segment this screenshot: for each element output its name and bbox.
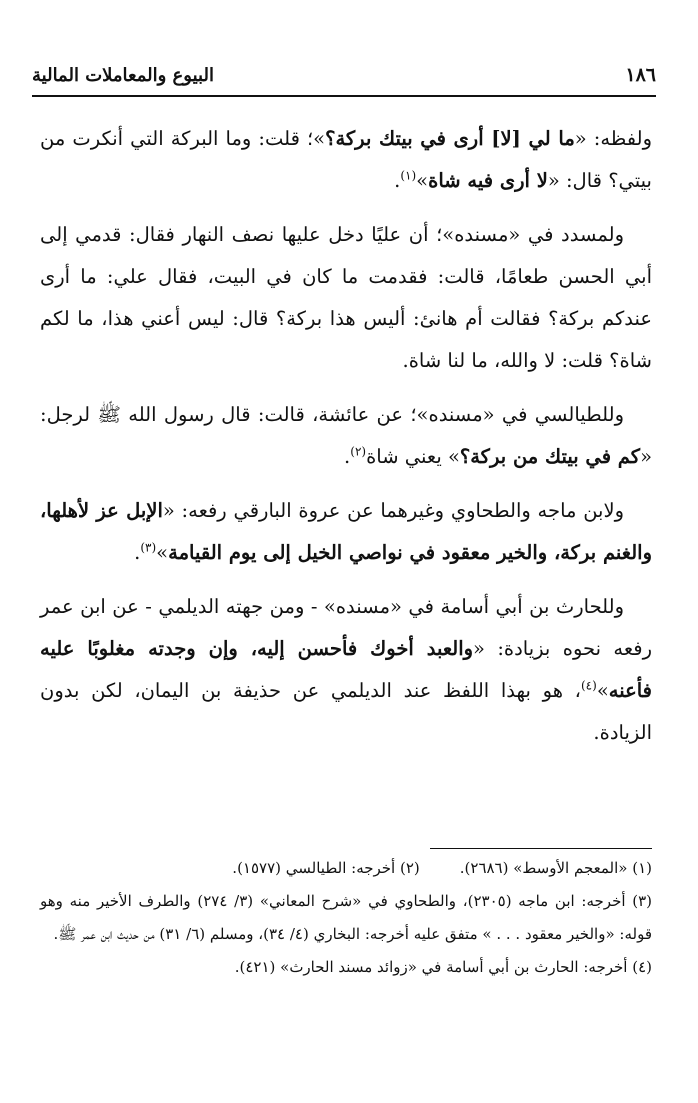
text-run: . — [394, 169, 401, 192]
main-text — [40, 118, 652, 766]
footnote-1: (١) «المعجم الأوسط» (٢٦٨٦). — [459, 859, 652, 877]
text-run: ولمسدد في «مسنده»؛ أن عليًا دخل عليها نصف النهار فقال: قدمي إلى أبي الحسن طعامًا، قالت: فقدمت ما كان في البيت، فقال علي: ما أرى عندكم بركة؟ فقالت أم هانئ: أليس هذا بركة؟ قال: ليس أعني هذا، ما لكم شاة؟ قلت: لا والله، ما لنا شاة. — [40, 223, 652, 372]
header-divider — [32, 95, 656, 97]
text-run: . — [134, 541, 141, 564]
text-run: ولابن ماجه والطحاوي وغيرهما عن عروة البارقي رفعه: « — [162, 499, 624, 522]
text-run: » يعني شاة — [366, 445, 460, 468]
page-number: ١٨٦ — [625, 64, 656, 86]
footnote-4: (٤) أخرجه: الحارث بن أبي أسامة في «زوائد مسند الحارث» (٤٢١). — [234, 958, 652, 976]
text-run: ولفظه: « — [574, 127, 653, 150]
paragraph-5 — [40, 586, 652, 754]
running-title: البيوع والمعاملات المالية — [32, 64, 214, 86]
footnote-divider — [430, 848, 652, 849]
text-run: وللحارث بن أبي أسامة في «مسنده» - ومن جهته الديلمي - عن ابن عمر رفعه نحوه بزيادة: « — [40, 595, 652, 660]
text-run: »؛ قلت: وما البركة التي أنكرت من بيتي؟ قال: « — [40, 127, 652, 192]
footnote-2: (٢) أخرجه: الطيالسي (١٥٧٧). — [232, 859, 420, 877]
hadith-quote: والعبد أخوك فأحسن إليه، وإن وجدته مغلوبًا عليه فأعنه — [40, 637, 652, 702]
text-run: » — [156, 541, 169, 564]
footnote-ref-2[interactable]: (٢) — [350, 444, 367, 459]
page-header — [32, 58, 656, 92]
hadith-quote: الإبل عز لأهلها، والغنم بركة، والخير معقود في نواصي الخيل إلى يوم القيامة — [40, 499, 652, 564]
hadith-quote: كم في بيتك من بركة؟ — [459, 445, 641, 468]
hadith-quote: لا أرى فيه شاة — [428, 169, 548, 192]
text-run: ، هو بهذا اللفظ عند الديلمي عن حذيفة بن اليمان، لكن بدون الزيادة. — [40, 679, 652, 744]
paragraph-1 — [40, 118, 652, 202]
footnote-3: (٣) أخرجه: ابن ماجه (٢٣٠٥)، والطحاوي في «شرح المعاني» (٣/ ٢٧٤) والطرف الأخير منه وهو قوله: «والخير معقود . . . » متفق عليه أخرجه: البخاري (٤/ ٣٤)، ومسلم (٦/ ٣١) من حديث ابن عمر ﷺ. — [40, 892, 653, 943]
text-run: . — [344, 445, 351, 468]
text-run: » — [416, 169, 429, 192]
footnote-ref-3[interactable]: (٣) — [140, 540, 157, 555]
text-run: وللطيالسي في «مسنده»؛ عن عائشة، قالت: قال رسول الله ﷺ لرجل: « — [40, 403, 652, 468]
paragraph-2 — [40, 214, 652, 382]
paragraph-3 — [40, 394, 652, 478]
footnote-ref-1[interactable]: (١) — [400, 168, 417, 183]
footnote-ref-4[interactable]: (٤) — [580, 678, 597, 693]
paragraph-4 — [40, 490, 652, 574]
text-run: » — [596, 679, 609, 702]
footnote-row — [40, 852, 652, 885]
hadith-quote: ما لي [لا] أرى في بيتك بركة؟ — [325, 127, 575, 150]
footnotes — [40, 852, 652, 984]
